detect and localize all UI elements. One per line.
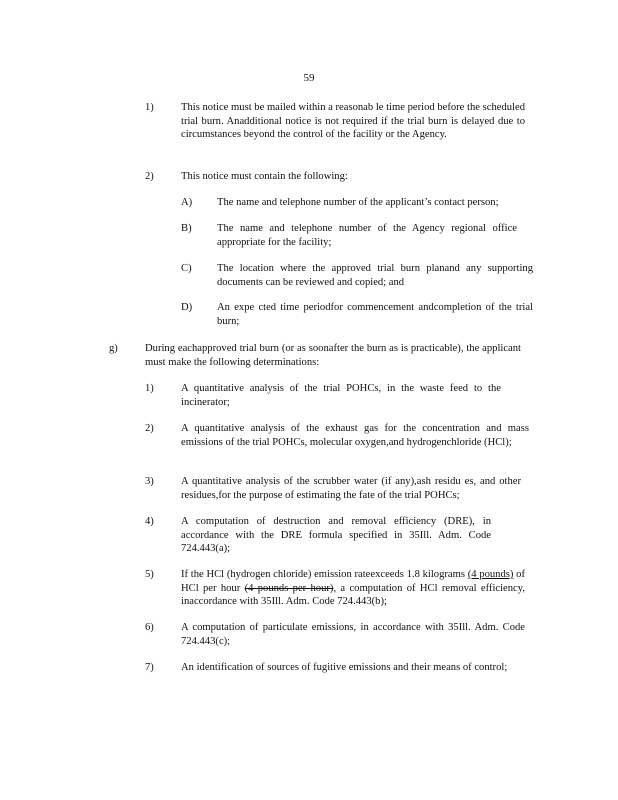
inserted-text: (4 pounds): [467, 569, 514, 580]
item-text: This notice must be mailed within a reasonab le time period before the scheduled trial burn. Anadditional notice is not required if the trial burn is delayed due to circumstances beyond the control of the facility or the Agency.: [181, 102, 525, 140]
item-text-segment: If the HCl (hydrogen chloride) emission rateexceeds 1.8 kilograms: [181, 569, 468, 580]
item-text: The name and telephone number of the Agency regional office appropriate for the facility;: [217, 223, 517, 248]
item-label: C): [181, 263, 192, 274]
item-text: An expe cted time periodfor commencement andcompletion of the trial burn;: [217, 302, 533, 327]
item-text: A quantitative analysis of the trial POHCs, in the waste feed to the incinerator;: [181, 383, 501, 408]
item-label: A): [181, 197, 193, 208]
item-label: 1): [145, 102, 154, 113]
item-text: A quantitative analysis of the scrubber water (if any),ash residu es, and other residues,for the purpose of estimating the fate of the trial POHCs;: [181, 476, 521, 501]
item-text: During eachapproved trial burn (or as soonafter the burn as is practicable), the applicant must make the following determinations:: [145, 343, 521, 368]
item-label: D): [181, 302, 193, 313]
item-label: 1): [145, 383, 154, 394]
item-label: 6): [145, 622, 154, 633]
item-text: The name and telephone number of the applicant’s contact person;: [217, 197, 499, 208]
item-text-segment: , a computation of HCl removal efficiency, inaccordance with 35Ill. Adm. Code 724.443(b);: [181, 582, 525, 607]
item-label: 4): [145, 516, 154, 527]
item-text: A computation of destruction and removal efficiency (DRE), in accordance with the DRE formula specified in 35Ill. Adm. Code 724.443(a);: [181, 516, 491, 554]
item-label: 2): [145, 171, 154, 182]
item-text: This notice must contain the following:: [181, 171, 348, 182]
item-text: A computation of particulate emissions, in accordance with 35Ill. Adm. Code 724.443(c);: [181, 622, 525, 647]
item-text: The location where the approved trial burn planand any supporting documents can be reviewed and copied; and: [217, 263, 533, 288]
item-label: B): [181, 223, 192, 234]
item-label: g): [109, 343, 118, 354]
item-label: 7): [145, 662, 154, 673]
page-number: 59: [303, 72, 315, 84]
item-text: A quantitative analysis of the exhaust gas for the concentration and mass emissions of the trial POHCs, molecular oxygen,and hydrogenchloride (HCl);: [181, 423, 529, 448]
item-text-segment: of HCl per hour: [181, 569, 525, 594]
item-text: An identification of sources of fugitive emissions and their means of control;: [181, 662, 508, 673]
item-text: [181, 568, 525, 609]
item-label: 2): [145, 423, 154, 434]
item-label: 5): [145, 569, 154, 580]
deleted-text: (4 pounds per hour): [244, 582, 334, 594]
item-label: 3): [145, 476, 154, 487]
